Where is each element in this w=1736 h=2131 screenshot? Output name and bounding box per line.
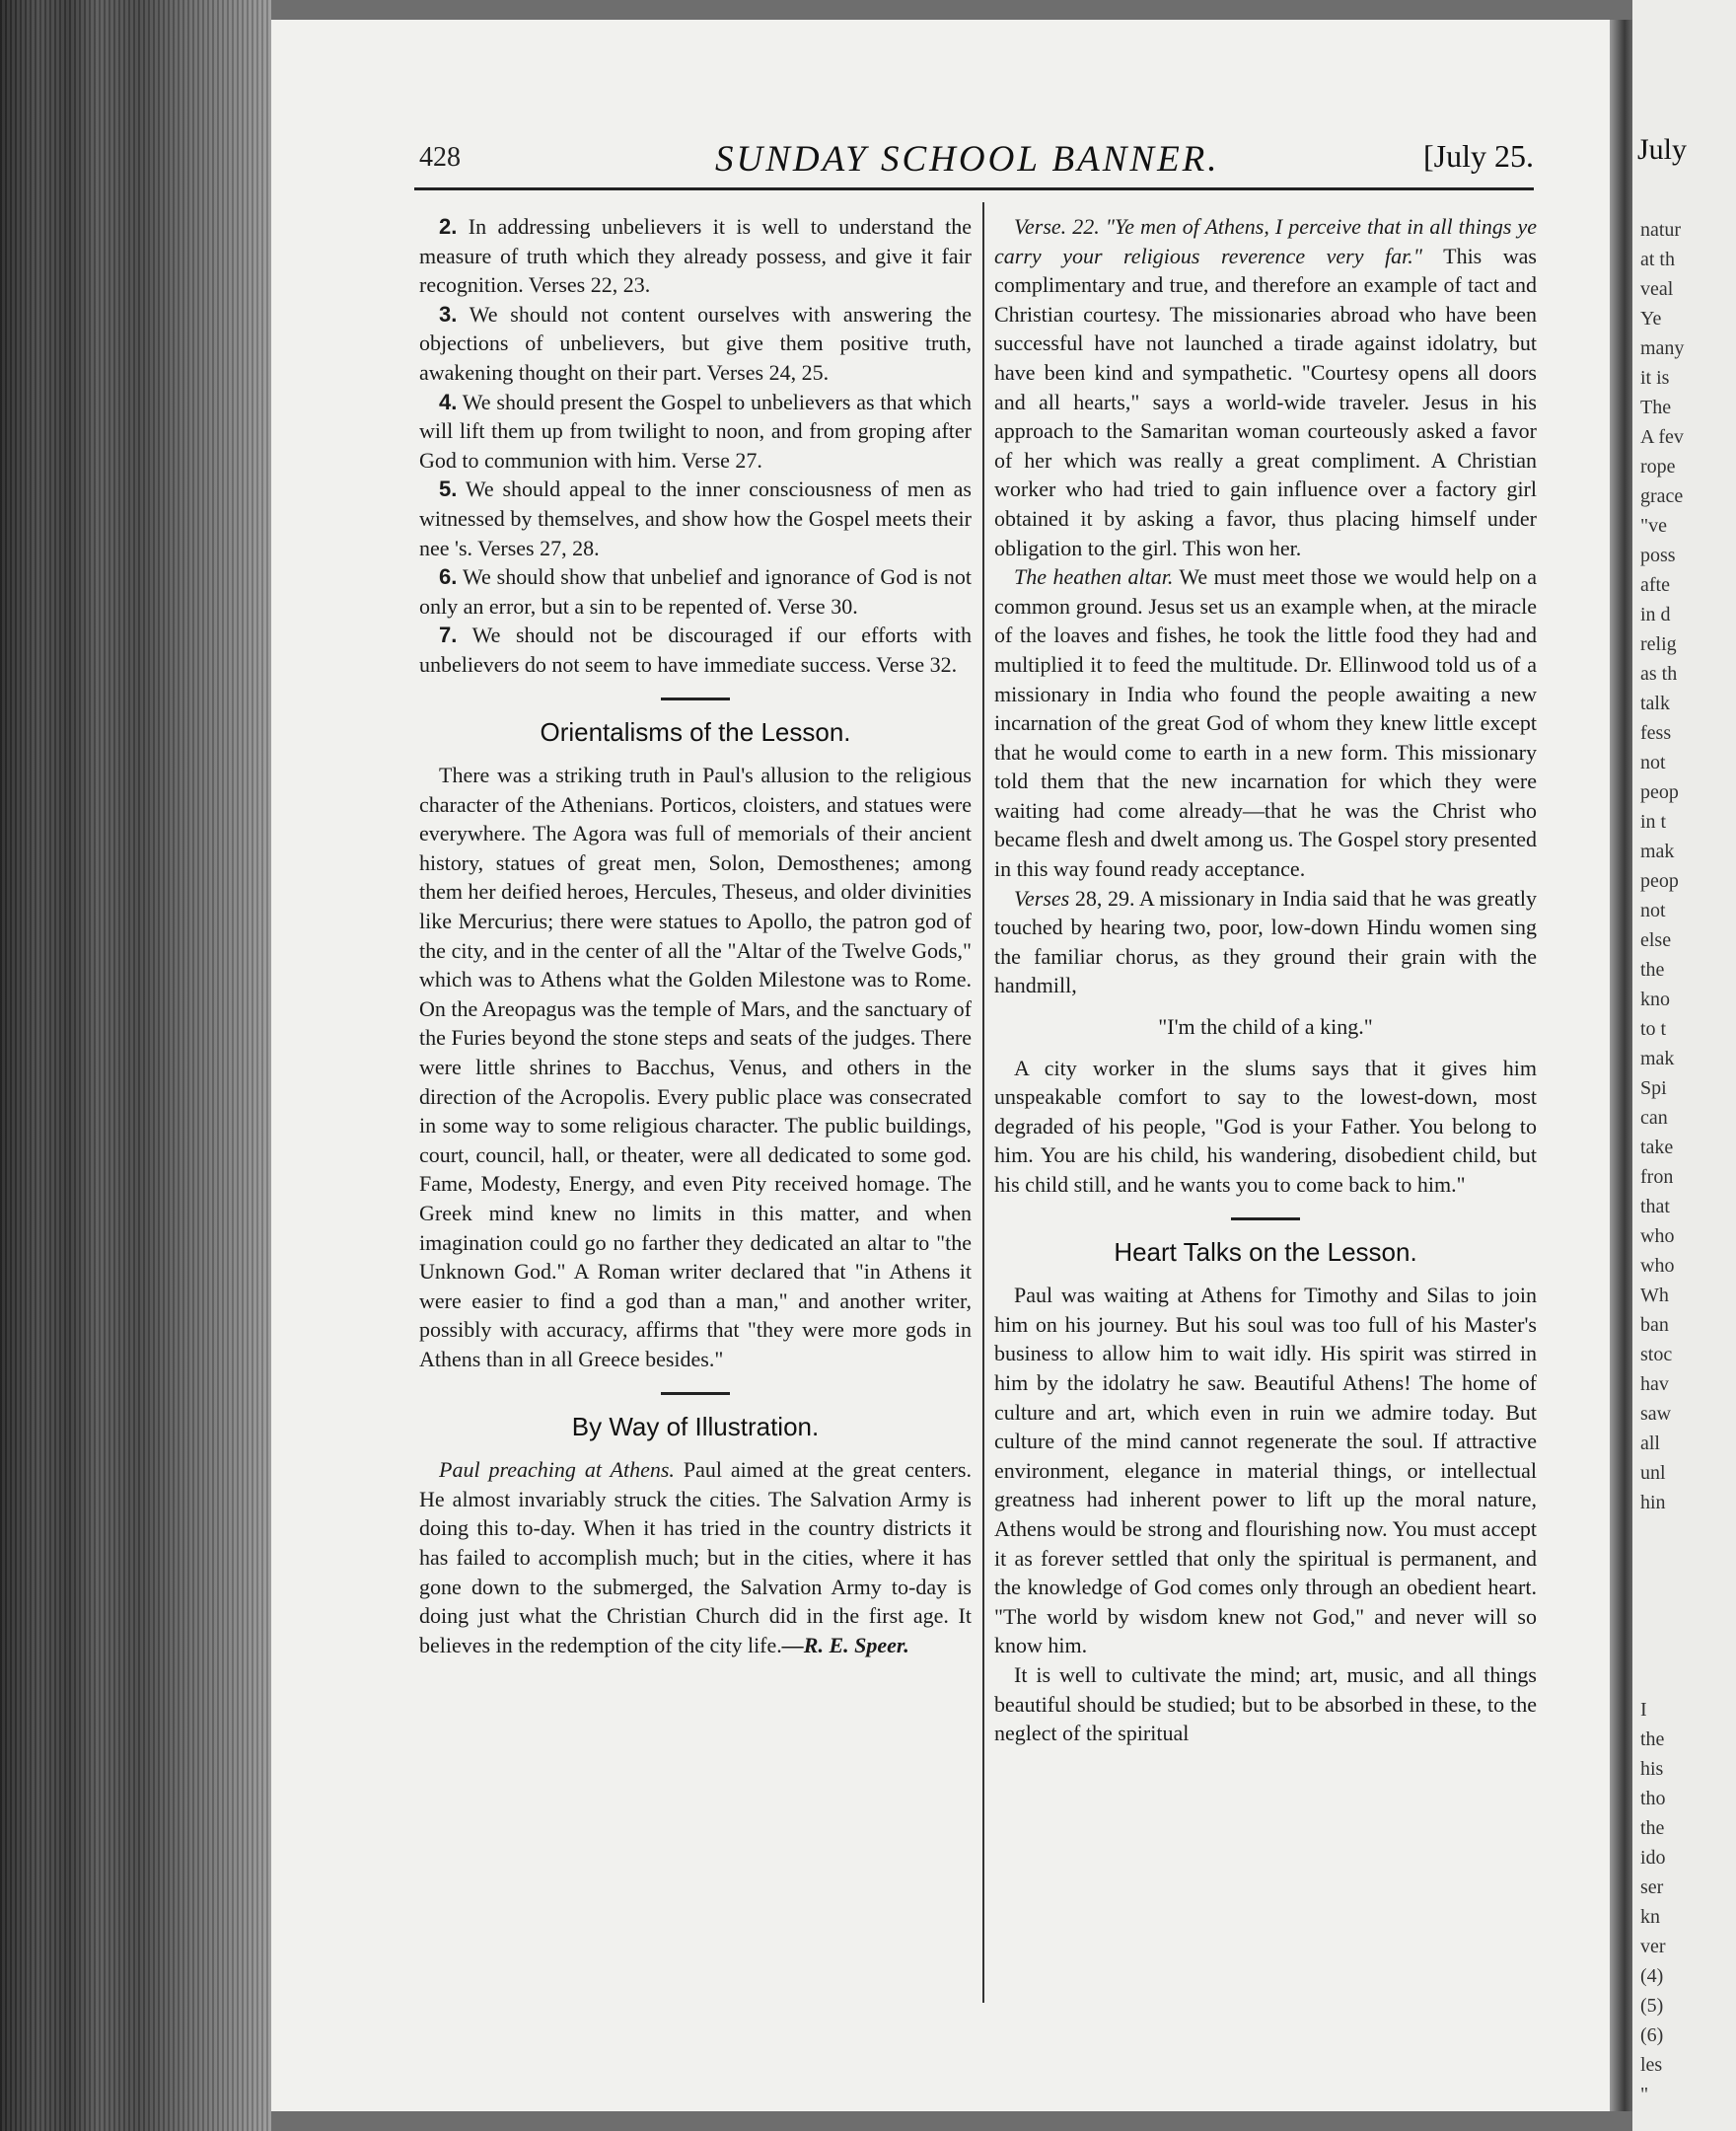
song-quote: "I'm the child of a king.": [1158, 1014, 1373, 1040]
facing-page-fragment: it is: [1640, 367, 1670, 389]
facing-page-fragment: hin: [1640, 1492, 1666, 1513]
facing-page-fragment: take: [1640, 1137, 1674, 1158]
facing-page-fragment: all: [1640, 1433, 1660, 1454]
book-page-edges: [0, 0, 271, 2131]
facing-page-fragment: the: [1640, 1817, 1665, 1839]
facing-page-fragment: not: [1640, 900, 1666, 921]
facing-page-fragment: in d: [1640, 604, 1671, 625]
facing-page-fragment: rope: [1640, 456, 1676, 478]
facing-page-fragment: peop: [1640, 870, 1679, 892]
facing-page-fragment: Wh: [1640, 1285, 1669, 1306]
facing-page-fragment: mak: [1640, 841, 1675, 862]
facing-page-fragment: veal: [1640, 278, 1674, 300]
facing-page-fragment: grace: [1640, 485, 1684, 507]
point-4: 4. We should present the Gospel to unbelievers as that which will lift them up from twilight to noon, and from groping after God to communion with him. Verse 27.: [419, 389, 972, 473]
point-3: 3. We should not content ourselves with answering the objections of unbelievers, but give them positive truth, awakening thought on their part. Verses 24, 25.: [419, 301, 972, 385]
facing-page-fragment: afte: [1640, 574, 1670, 596]
facing-page-fragment: Spi: [1640, 1077, 1667, 1099]
facing-page-fragment: hav: [1640, 1373, 1669, 1395]
facing-page-fragment: that: [1640, 1196, 1670, 1217]
heart-talks-heading: Heart Talks on the Lesson.: [1114, 1236, 1417, 1267]
facing-page-fragment: his: [1640, 1758, 1664, 1780]
facing-page-fragment: who: [1640, 1225, 1675, 1247]
facing-page-fragment: the: [1640, 959, 1665, 981]
facing-page-fragment: ser: [1640, 1876, 1664, 1898]
facing-page-fragment: Ye: [1640, 308, 1662, 330]
facing-page-fragment: not: [1640, 752, 1666, 773]
heart-talks-paragraph-1: Paul was waiting at Athens for Timothy and Silas to join him on his journey. But his soul was too full of his Master's business to allow him to wait idly. His spirit was stirred in him by the idolatry he saw. Beautiful Athens! The home of culture and art, which even in ruin we admire today. But culture of the mind cannot regenerate the soul. If attractive environment, elegance in material things, or intellectual greatness had inherent power to lift up the moral nature, Athens would be strong and flourishing now. You must accept it as forever settled that only the spiritual is permanent, and the knowledge of God comes only through an obedient heart. "The world by wisdom knew not God," and never will so know him.: [994, 1283, 1537, 1658]
facing-page-fragment: saw: [1640, 1403, 1672, 1425]
facing-page-fragment: natur: [1640, 219, 1682, 241]
facing-page-fragment: les: [1640, 2054, 1663, 2076]
facing-page-fragment: poss: [1640, 545, 1676, 566]
facing-page-strip: [1632, 0, 1736, 2131]
facing-page-fragment: peop: [1640, 781, 1679, 803]
facing-page-fragment: fron: [1640, 1166, 1674, 1188]
facing-page-fragment: I: [1640, 1699, 1647, 1721]
page-header: [419, 138, 1534, 182]
facing-page-fragment: many: [1640, 337, 1685, 359]
section-rule: [1231, 1217, 1300, 1220]
facing-page-fragment: The: [1640, 397, 1672, 418]
facing-page-fragment: can: [1640, 1107, 1668, 1129]
facing-page-fragment: stoc: [1640, 1344, 1673, 1365]
heart-talks-paragraph-2: It is well to cultivate the mind; art, music, and all things beautiful should be studied; but to be absorbed in these, to the neglect of the spiritual: [994, 1661, 1537, 1746]
illustration-paragraph: Paul preaching at Athens. Paul aimed at the great centers. He almost invariably struck the cities. The Salvation Army is doing this to-day. When it has tried in the country districts it has failed to accomplish much; but in the cities, where it has gone down to the submerged, the Salvation Army to-day is doing just what the Christian Church did in the first age. It believes in the redemption of the city life.—R. E. Speer.: [419, 1457, 972, 1657]
right-column: [994, 212, 1537, 1748]
facing-page-fragment: the: [1640, 1728, 1665, 1750]
orientalisms-text: There was a striking truth in Paul's allusion to the religious character of the Athenians. Porticos, cloisters, and statues were everywhere. The Agora was full of memorials of their ancient history, statues of great men, Solon, Demosthenes; among them her deified heroes, Hercules, Theseus, and older divinities like Mercurius; there were statues to Apollo, the patron god of the city, and in the center of all the "Altar of the Twelve Gods," which was to Athens what the Golden Milestone was to Rome. On the Areopagus was the temple of Mars, and the sanctuary of the Furies beyond the stone steps and seats of the judges. There were little shrines to Bacchus, Venus, and others in the direction of the Acropolis. Every public place was consecrated in some way to some religious character. The public buildings, court, council, hall, or theater, were all dedicated to some god. Fame, Modesty, Energy, and even Pity received homage. The Greek mind knew no limits in this matter, and when imagination could go no farther they dedicated an altar to "the Unknown God." A Roman writer declared that "in Athens it were easier to find a god than a man," and another writer, possibly with accuracy, affirms that "they were more gods in Athens than in all Greece besides.": [419, 763, 972, 1371]
verse-22-paragraph: Verse. 22. "Ye men of Athens, I perceive that in all things ye carry your religious reverence very far." This was complimentary and true, and therefore an example of tact and Christian courtesy. The missionaries abroad who have been successful have not launched a tirade against idolatry, but have been kind and sympathetic. "Courtesy opens all doors and all hearts," says a world-wide traveler. Jesus in his approach to the Samaritan woman courteously asked a favor of her which was really a great compliment. A Christian worker who had tried to gain influence over a factory girl obtained it by asking a favor, thus placing himself under obligation to the girl. This won her.: [994, 214, 1538, 560]
facing-page-fragment: (6): [1640, 2024, 1664, 2046]
facing-page-fragment: in t: [1640, 811, 1667, 833]
column-divider: [982, 202, 984, 2003]
facing-page-fragment: talk: [1640, 693, 1670, 714]
facing-page-fragment: as th: [1640, 663, 1678, 685]
section-rule: [661, 698, 730, 700]
facing-page-fragment: "ve: [1640, 515, 1668, 537]
facing-page-fragment: at th: [1640, 249, 1675, 270]
point-5: 5. We should appeal to the inner consciousness of men as witnessed by themselves, and show how the Gospel meets their nee 's. Verses 27, 28.: [419, 477, 972, 560]
point-7: 7. We should not be discouraged if our efforts with unbelievers do not seem to have immediate success. Verse 32.: [419, 623, 972, 677]
facing-page-fragment: who: [1640, 1255, 1675, 1277]
facing-page-fragment: (4): [1640, 1965, 1664, 1987]
facing-page-fragment: ": [1640, 2084, 1649, 2105]
facing-page-fragment: unl: [1640, 1462, 1666, 1484]
point-6: 6. We should show that unbelief and ignorance of God is not only an error, but a sin to be repented of. Verse 30.: [419, 564, 972, 619]
facing-page-heading: July: [1637, 133, 1688, 166]
city-worker-paragraph: A city worker in the slums says that it gives him unspeakable comfort to say to the lowest-down, most degraded of his people, "God is your Father. You belong to him. You are his child, his wandering, disobedient child, but his child still, and he wants you to come back to him.": [994, 1055, 1537, 1197]
page-title: SUNDAY SCHOOL BANNER.: [715, 139, 1220, 180]
page-date: [July 25.: [1423, 138, 1534, 174]
facing-page-fragment: relig: [1640, 633, 1677, 655]
orientalisms-heading: Orientalisms of the Lesson.: [540, 716, 851, 747]
section-rule: [661, 1392, 730, 1395]
illustration-heading: By Way of Illustration.: [571, 1411, 820, 1441]
facing-page-fragment: to t: [1640, 1018, 1667, 1040]
facing-page-fragment: kn: [1640, 1906, 1660, 1928]
facing-page-fragment: mak: [1640, 1048, 1675, 1069]
facing-page-fragment: A fev: [1640, 426, 1684, 448]
facing-page-fragment: kno: [1640, 989, 1670, 1010]
left-column: [419, 212, 972, 1659]
page-number: 428: [419, 142, 461, 173]
facing-page-fragment: ver: [1640, 1936, 1666, 1957]
verses-28-29-paragraph: Verses 28, 29. A missionary in India said that he was greatly touched by hearing two, poor, low-down Hindu women sing the familiar chorus, as they ground their grain with the handmill,: [994, 885, 1538, 998]
facing-page-fragment: ban: [1640, 1314, 1669, 1336]
point-2: 2. In addressing unbelievers it is well to understand the measure of truth which they already possess, and give it fair recognition. Verses 22, 23.: [419, 214, 972, 298]
heathen-altar-paragraph: The heathen altar. We must meet those we would help on a common ground. Jesus set us an example when, at the miracle of the loaves and fishes, he took the little food they had and multiplied it to feed the multitude. Dr. Ellinwood told us of a missionary in India who found the people awaiting a new incarnation of the great God of whom they knew little except that he would come to earth in a new form. This missionary told them that the new incarnation for which they were waiting had come already—that he was the Christ who became flesh and dwelt among us. The Gospel story presented in this way found ready acceptance.: [994, 564, 1537, 882]
facing-page-fragment: tho: [1640, 1788, 1666, 1809]
facing-page-fragment: (5): [1640, 1995, 1664, 2017]
facing-page-fragment: fess: [1640, 722, 1672, 744]
facing-page-fragment: else: [1640, 929, 1672, 951]
facing-page-fragment: ido: [1640, 1847, 1666, 1869]
header-rule: [414, 187, 1534, 190]
